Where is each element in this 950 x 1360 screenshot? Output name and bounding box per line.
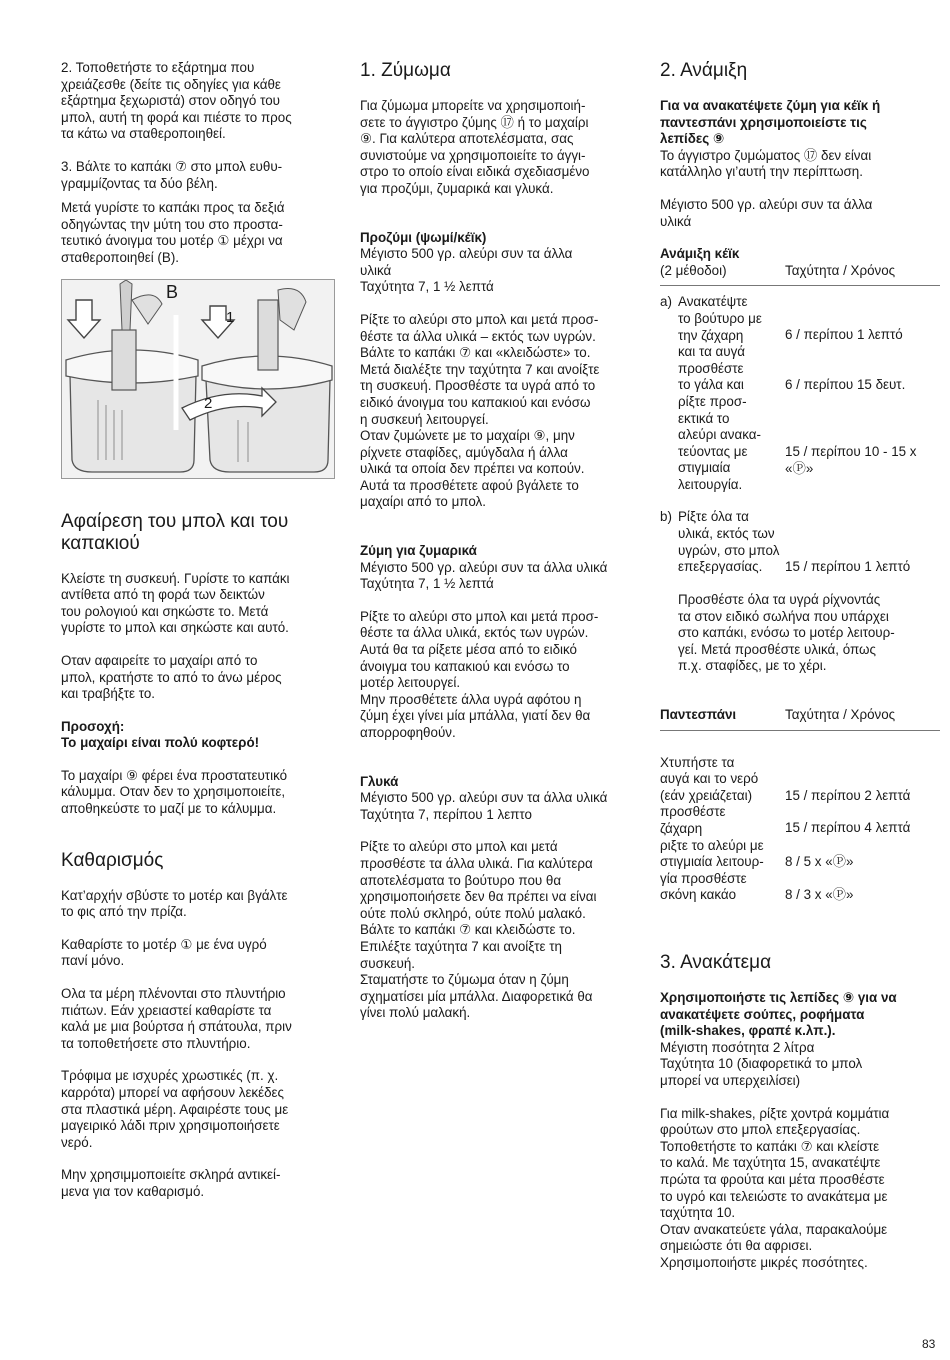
blending-text: Για milk-shakes, ρίξτε χοντρά κομμάτια φρούτων στο μπολ επεξεργασίας. Τοποθετήστε το καπάκι ⑦ και κλείστε το καλά. Με ταχύτητα 15, ανακατέψτε πρώτα τα φρούτα και μέτα προσθέστε το υγρό και τελειώστε το ανακάτεμα με ταχύτητα 10. Οταν ανακατεύετε γάλα, παρακαλούμε σημειώστε ότι θα αφρισει. Χρησιμοποιήστε μικρές ποσότητες.	[660, 1105, 890, 1270]
sweets-info: Μέγιστο 500 γρ. αλεύρι συν τα άλλα υλικά Ταχύτητα 7, περίπου 1 λεπτο	[360, 790, 608, 822]
method-b-label: b)	[660, 509, 672, 525]
cleaning-dishwasher-text: Ολα τα μέρη πλένονται στο πλυντήριο πιάτων. Εάν χρειαστεί καθαρίστε τα καλά με μια βούρτσα ή σπάτουλα, πριν τα τοποθετήσετε στο πλυντήριο.	[61, 986, 292, 1051]
table-row: Ανακατέψτε το βούτυρο με την ζάχαρη και τα αυγά 6 / περίπου 1 λεπτό	[678, 294, 903, 360]
mixing-max: Μέγιστο 500 γρ. αλεύρι συν τα άλλα υλικά	[660, 196, 873, 229]
table-row: ρίξτε προσ- εκτικά το αλεύρι ανακα- τεύοντας με στιγμιαία λειτουργία. 15 / περίπου 10 - 15 x «Ⓟ»	[678, 393, 917, 492]
fig-label-b: B	[166, 281, 179, 302]
column-left	[61, 60, 336, 1201]
cake-method-a	[660, 294, 940, 493]
table-row: ριξτε το αλεύρι με στιγμιαία λειτουρ- 8 / 5 x «Ⓟ»	[660, 837, 854, 870]
cake-header-speed: Ταχύτητα / Χρόνος	[785, 262, 896, 278]
kneading-intro: Για ζύμωμα μπορείτε να χρησιμοποιή- σετε το άγγιστρο ζύμης ⑰ ή το μαχαίρι ⑨. Για καλύτερα αποτελέσματα, σας συνιστούμε να χρησιμοποιείτε το άγγι- στρο το οποίο είναι ειδικά σχεδιασμένο για προζύμι, ζυμαρικά και γλυκά.	[360, 98, 590, 196]
sweets-title: Γλυκά	[360, 773, 399, 789]
sponge-header-speed: Ταχύτητα / Χρόνος	[785, 707, 896, 723]
fig-label-1: 1	[226, 308, 235, 326]
table-row: προσθέστε ζάχαρη 15 / περίπου 4 λεπτά	[660, 804, 911, 836]
mixing-bold-intro: Για να ανακατέψετε ζύμη για κέϊκ ή παντεσπάνι χρησιμοποιείστε τις λεπίδες ⑨	[660, 98, 881, 147]
pasta-text: Ρίξτε το αλεύρι στο μπολ και μετά προσ- θέστε τα άλλα υλικά, εκτός των υγρών. Αυτά θα τα ρίξετε μέσα από το ειδικό άνοιγμα του καπακιού και ενόσω το μοτέρ λειτουργεί. Μην προσθέτετε άλλα υγρά αφότου η ζύμη έχει γίνει μία μπάλλα, γιατί δεν θα απορροφηθούν.	[360, 608, 599, 740]
cleaning-tools-text: Μην χρησιμμοποιείτε σκληρά αντικεί- μενα για τον καθαρισμό.	[61, 1167, 281, 1199]
step-2-text: 2. Τοποθετήστε το εξάρτημα που χρειάζεσθε (δείτε τις οδηγίες για κάθε εξάρτημα ξεχωριστά) στον οδηγό του μπολ, αυτή τη φορά και πιέστε το προς τα κάτω να σταθεροποιηθεί.	[61, 60, 292, 142]
fig-label-2: 2	[204, 394, 213, 412]
dough-text: Ρίξτε το αλεύρι στο μπολ και μετά προσ- θέστε τα άλλα υλικά – εκτός των υγρών. Βάλτε το καπάκι ⑦ και «κλειδώστε» το. Μετά διαλέξτε την ταχύτητα 7 και ανοίξτε τη συσκευή. Προσθέστε τα υγρά από το ειδικό άνοιγμα του καπακιού και ενόσω η συσκευή λειτουργεί. Οταν ζυμώνετε με το μαχαίρι ⑨, μην ρίχνετε σταφίδες, αμύγδαλα ή άλλα υλικά τα οποία δεν πρέπει να κοπούν. Αυτά τα προσθέτετε αφού βγάλετε το μαχαίρι από το μπολ.	[360, 311, 600, 510]
heading-remove-bowl: Αφαίρεση του μπολ και του καπακιού	[61, 510, 289, 554]
table-row: προσθέστε το γάλα και 6 / περίπου 15 δευτ.	[678, 360, 906, 393]
table-row: γία προσθέστε σκόνη κακάο 8 / 3 x «Ⓟ»	[660, 870, 854, 903]
column-middle	[360, 60, 640, 1022]
sponge-header-row	[660, 707, 940, 724]
lid-rotate-text: Μετά γυρίστε το καπάκι προς τα δεξιά οδηγώντας την μύτη του στο προστα- τευτικό άνοιγμα του μοτέρ ① μέχρι να σταθεροποιηθεί (B).	[61, 200, 285, 265]
cake-subtitle: (2 μέθοδοι)	[660, 262, 727, 278]
knife-cover-text: Το μαχαίρι ⑨ φέρει ένα προστατευτικό κάλυμμα. Οταν δεν το χρησιμοποιείτε, αποθηκεύστε το μαζί με το κάλυμμα.	[61, 767, 288, 817]
page-number: 83	[922, 1337, 936, 1351]
cleaning-unplug-text: Κατ’αρχήν σβύστε το μοτέρ και βγάλτε το φις από την πρίζα.	[61, 887, 288, 920]
table-row: Χτυπήστε τα αυγά και το νερό (εάν χρειάζεται) 15 / περίπου 2 λεπτά	[660, 754, 911, 803]
step-3-text: 3. Βάλτε το καπάκι ⑦ στο μπολ ευθυ- γραμμίζοντας τα δύο βέλη.	[61, 158, 283, 191]
cake-header-row	[660, 263, 940, 280]
pasta-title: Ζύμη για ζυμαρικά	[360, 543, 477, 559]
cleaning-motor-text: Καθαρίστε το μοτέρ ① με ένα υγρό πανί μόνο.	[61, 936, 267, 969]
heading-blending: 3. Ανακάτεμα	[660, 951, 772, 973]
dough-title: Προζύμι (ψωμί/κέϊκ)	[360, 229, 487, 245]
cake-title: Ανάμιξη κέϊκ	[660, 246, 740, 262]
cake-method-b	[660, 509, 940, 675]
dough-info: Μέγιστο 500 γρ. αλεύρι συν τα άλλα υλικά Ταχύτητα 7, 1 ½ λεπτά	[360, 246, 573, 295]
table-row: Ρίξτε όλα τα υλικά, εκτός των υγρών, στο μπολ επεξεργασίας. 15 / περίπου 1 λεπτό	[678, 509, 911, 575]
mixing-hook-note: Το άγγιστρο ζυμώματος ⑰ δεν είναι κατάλληλο γι’αυτή την περίπτωση.	[660, 147, 872, 180]
column-right	[660, 60, 940, 1271]
heading-kneading: 1. Ζύμωμα	[360, 60, 451, 81]
method-a-label: a)	[660, 294, 672, 310]
sweets-text: Ρίξτε το αλεύρι στο μπολ και μετά προσθέστε τα άλλα υλικά. Για καλύτερα αποτελέσματα το βούτυρο που θα χρησιμοποιήσετε δεν θα πρέπει να είναι ούτε πολύ σκληρό, ούτε πολύ μαλακό. Βάλτε το καπάκι ⑦ και κλειδώστε το. Επιλέξτε ταχύτητα 7 και ανοίξτε τη συσκευή. Σταματήστε το ζύμωμα όταν η ζύμη σχηματίσει μία μπάλλα. Διαφορετικά θα γίνει πολύ μαλακή.	[360, 839, 597, 1021]
assembly-illustration	[61, 279, 335, 479]
heading-mixing: 2. Ανάμιξη	[660, 60, 748, 81]
pasta-info: Μέγιστο 500 γρ. αλεύρι συν τα άλλα υλικά Ταχύτητα 7, 1 ½ λεπτά	[360, 559, 608, 592]
remove-text: Κλείστε τη συσκευή. Γυρίστε το καπάκι αντίθετα από τη φορά των δεικτών του ρολογιού και σηκώστε το. Μετά γυρίστε το μπολ και σηκώστε και αυτό.	[61, 570, 290, 636]
warning-text: Προσοχή: Το μαχαίρι είναι πολύ κοφτερό!	[61, 718, 260, 751]
blending-max: Μέγιστη ποσότητα 2 λίτρα Ταχύτητα 10 (διαφορετικά το μπολ μπορεί να υπερχειλίσει)	[660, 1039, 863, 1088]
heading-cleaning: Καθαρισμός	[61, 849, 164, 871]
method-b-note: Προσθέστε όλα τα υγρά ρίχνοντάς τα στον ειδικό σωλήνα που υπάρχει στο καπάκι, ενόσω το μοτέρ λειτουρ- γεί. Μετά προσθέστε υλικά, όπως π.χ. σταφίδες, με το χέρι.	[678, 592, 895, 674]
knife-remove-text: Οταν αφαιρείτε το μαχαίρι από το μπολ, κρατήστε το από το άνω μέρος και τραβήξτε το.	[61, 652, 282, 702]
blending-bold-intro: Χρησιμοποιήστε τις λεπίδες ⑨ για να ανακατέψετε σούπες, ροφήματα (milk-shakes, φραπέ κ.λπ.).	[660, 989, 897, 1039]
cleaning-stains-text: Τρόφιμα με ισχυρές χρωστικές (π. χ. καρρότα) μπορεί να αφήσουν λεκέδες στα πλαστικά μέρη. Αφαιρέστε τους με μαγειρικό λάδι πριν χρησιμοποιήσετε νερό.	[61, 1068, 289, 1150]
sponge-title: Παντεσπάνι	[660, 707, 737, 723]
assembly-drawing	[62, 280, 334, 478]
